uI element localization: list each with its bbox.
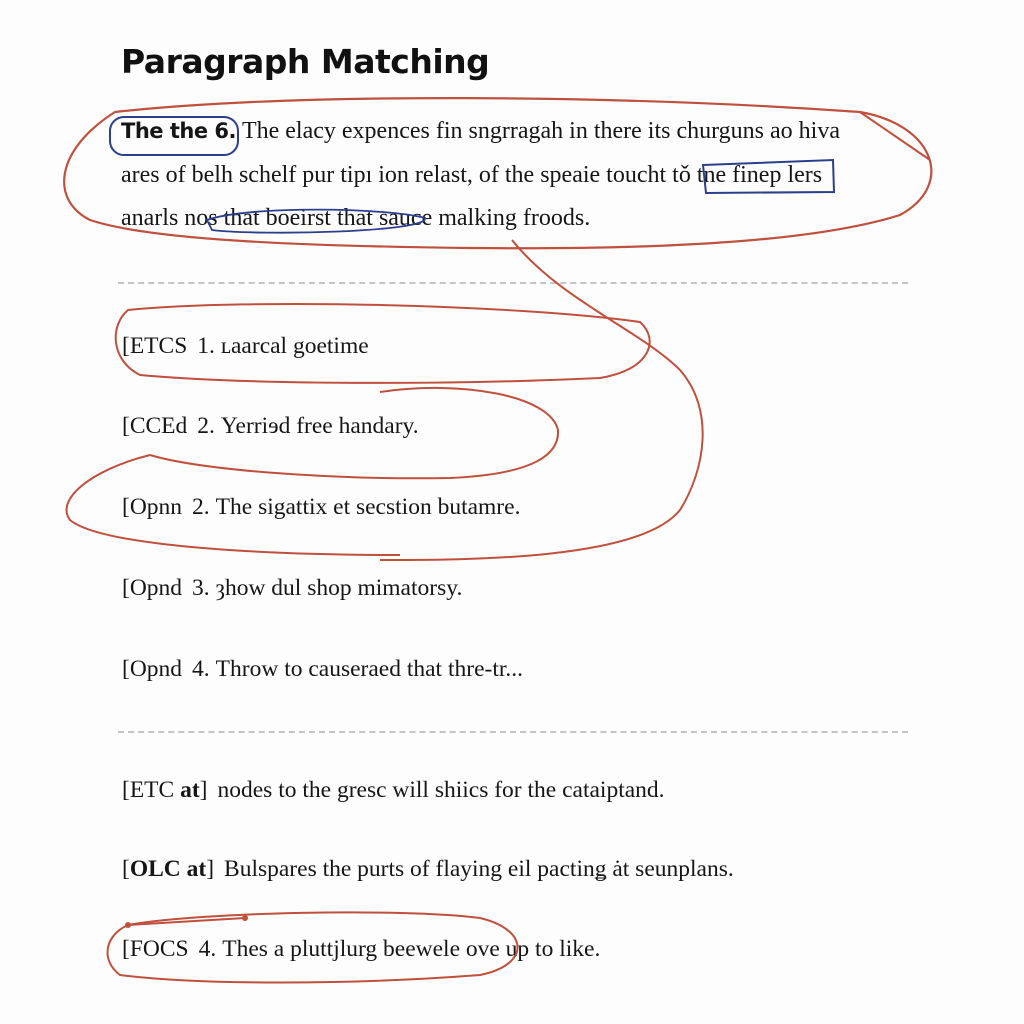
list-item bbox=[122, 413, 419, 440]
item-code: [Opnn bbox=[122, 494, 183, 520]
item-code-suffix: ] bbox=[206, 856, 215, 882]
item-number: 1. bbox=[197, 333, 215, 359]
item-code bbox=[122, 777, 208, 804]
paragraph-line-2: ares of belh schelf pur tipı ion relast, of the speaie toucht tǒ tne finep lers bbox=[121, 162, 823, 188]
item-code: [Opnd bbox=[122, 575, 183, 601]
item-code: [ETCS bbox=[122, 333, 188, 359]
divider-middle bbox=[118, 731, 908, 733]
item-code-bold: OLC at bbox=[129, 856, 207, 882]
item-text: Thes a pluttjlurg beewele ove up to like. bbox=[222, 936, 601, 962]
item-number: 3. bbox=[192, 575, 210, 601]
item-number: 4. bbox=[198, 936, 217, 962]
item-code-prefix: [ bbox=[122, 856, 130, 882]
divider-top bbox=[118, 282, 908, 284]
paragraph-line-1-text: The elacy expences fin sngrragah in there its churguns ao hiva bbox=[241, 118, 840, 144]
item-code: [Opnd bbox=[122, 656, 183, 682]
list-item bbox=[122, 333, 369, 360]
item-text: nodes to the gresc will shiics for the cataiptand. bbox=[217, 777, 665, 803]
item-number: 2. bbox=[192, 494, 210, 520]
item-text: The sigattix et secstion butamre. bbox=[215, 494, 521, 520]
item-text: Bulspares the purts of flaying eil pactinǥ ȧt seunplans. bbox=[224, 856, 734, 882]
item-code-prefix: [ETC bbox=[122, 777, 181, 803]
item-text: ȝhow dul shop mimatorsy. bbox=[215, 575, 463, 601]
list-item bbox=[122, 656, 523, 683]
item-code: [CCEd bbox=[122, 413, 188, 439]
item-number: 4. bbox=[192, 656, 210, 682]
page-title: Paragraph Matching bbox=[121, 42, 490, 81]
list-item bbox=[122, 936, 600, 963]
list-item bbox=[122, 856, 734, 883]
item-text: Yerriɘd free handary. bbox=[220, 413, 419, 439]
list-item bbox=[122, 575, 462, 602]
paragraph-circle-tail bbox=[860, 112, 930, 160]
item-code-bold: at bbox=[180, 777, 200, 803]
paragraph-line-1 bbox=[121, 118, 840, 145]
paragraph-lead: The the 6. bbox=[121, 119, 236, 143]
list-item bbox=[122, 777, 665, 804]
item-text: Throw to causeraed that thre-tr... bbox=[215, 656, 524, 682]
item-code-suffix: ] bbox=[199, 777, 208, 803]
last-item-tick-annotation bbox=[128, 918, 245, 925]
item-text: ʟaarcal goetime bbox=[220, 333, 369, 359]
list-item bbox=[122, 494, 520, 521]
item-code bbox=[122, 856, 214, 883]
item-code: [FOCS bbox=[122, 936, 189, 962]
item-number: 2. bbox=[197, 413, 215, 439]
paragraph-line-3: anarls nos that boeirst that sauce malking froods. bbox=[121, 205, 591, 231]
